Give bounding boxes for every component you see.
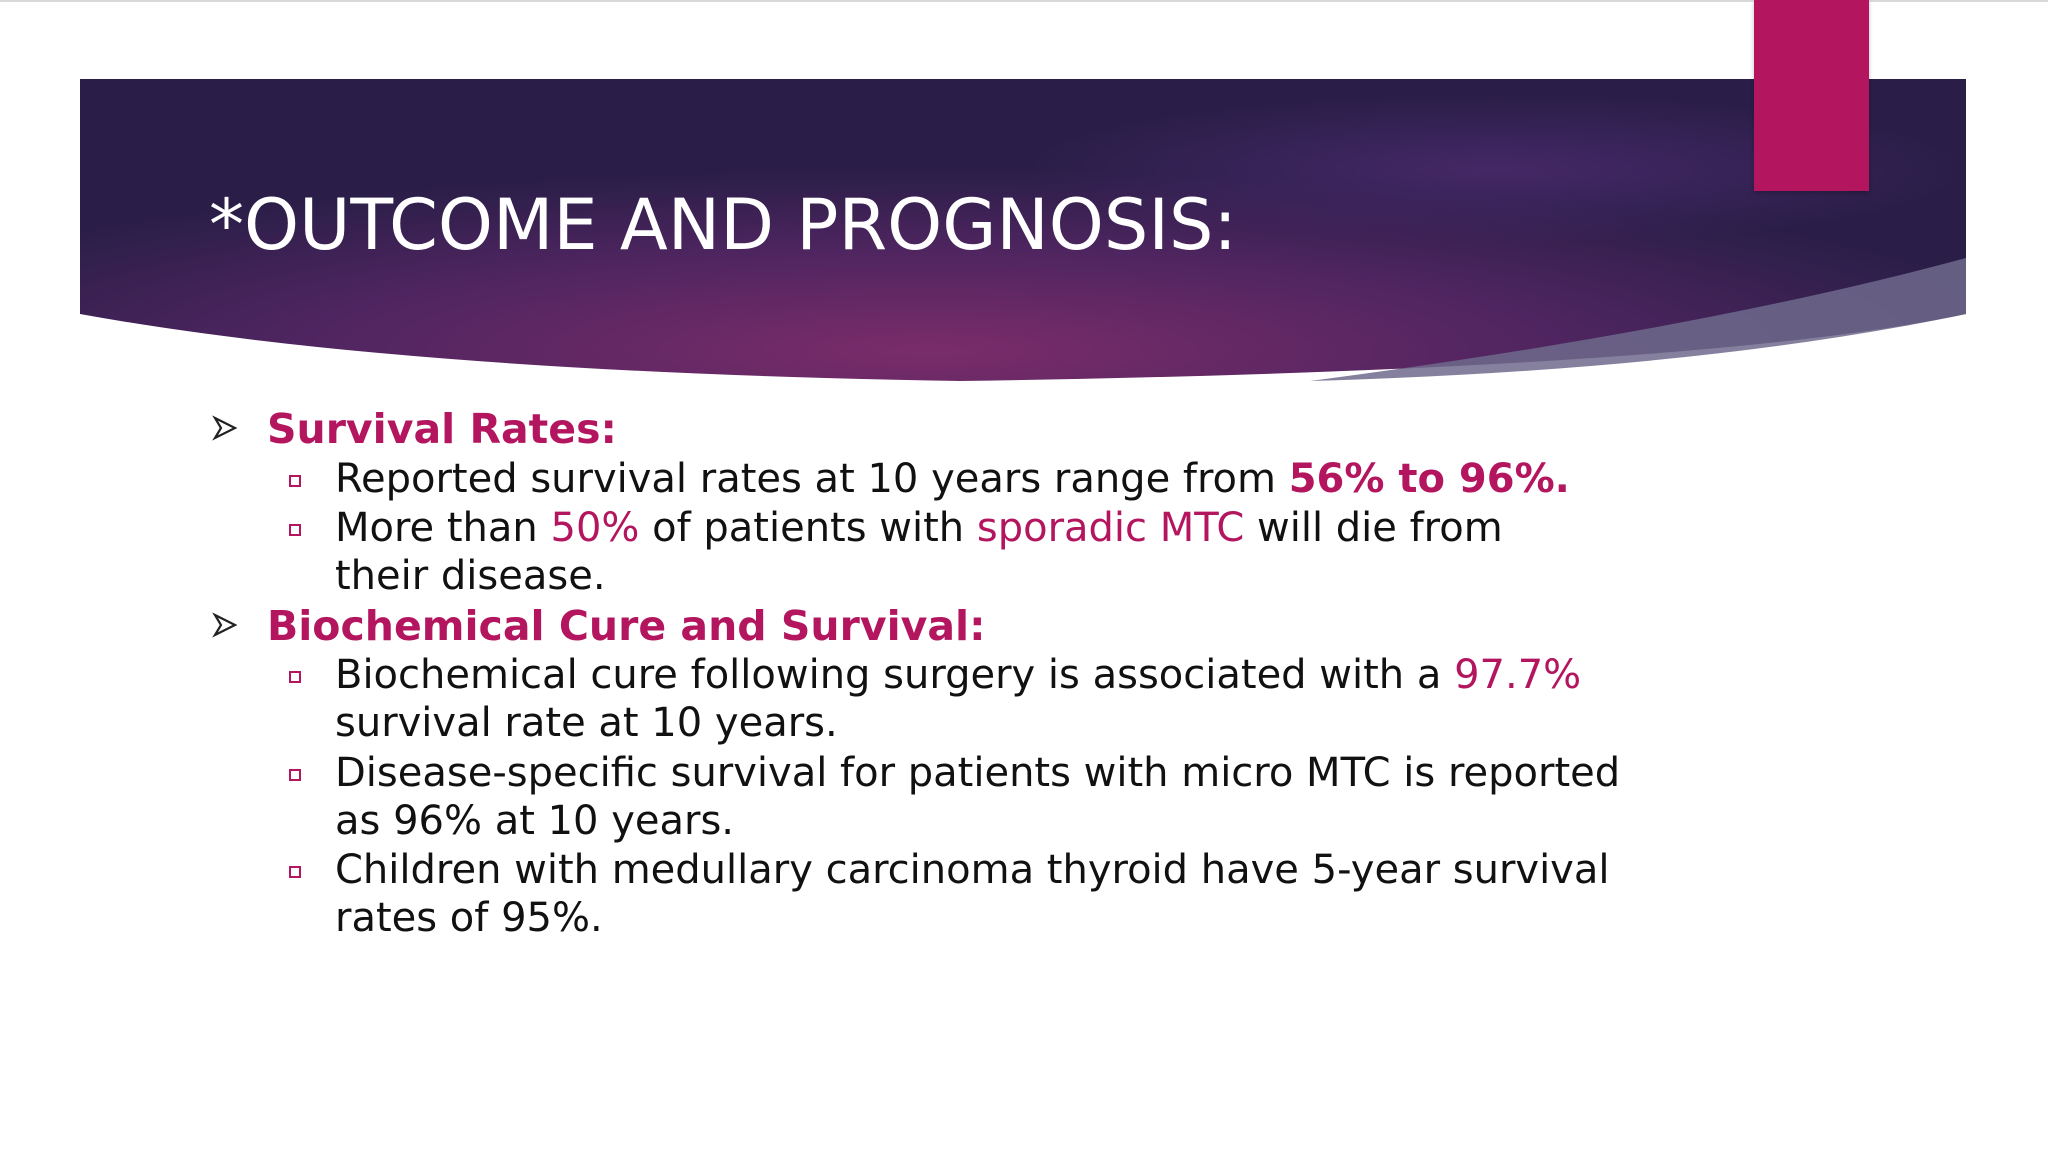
- list-item-text: Disease-specific survival for patients with micro MTC is reported: [335, 750, 1621, 796]
- square-bullet-icon: [289, 866, 301, 878]
- square-bullet-icon: [289, 524, 301, 536]
- accent-tab: [1754, 0, 1869, 191]
- list-item: [0, 749, 1700, 845]
- list-item-text: Reported survival rates at 10 years range from 56% to 96%.: [335, 456, 1570, 502]
- list-item-text: Biochemical cure following surgery is associated with a 97.7%: [335, 652, 1582, 698]
- list-item: [0, 651, 1700, 747]
- arrow-bullet-icon: [212, 612, 238, 638]
- slide-content: [0, 400, 2048, 960]
- list-item-text-continued: survival rate at 10 years.: [335, 700, 838, 746]
- list-item-text-continued: as 96% at 10 years.: [335, 798, 735, 844]
- section-heading-text: Biochemical Cure and Survival:: [267, 602, 986, 650]
- list-item: [0, 504, 1700, 600]
- section-heading-survival-rates: [0, 401, 1700, 457]
- list-item: [0, 846, 1700, 942]
- list-item-text-continued: rates of 95%.: [335, 895, 603, 941]
- section-heading-biochemical-cure: [0, 598, 1700, 654]
- slide-title: *OUTCOME AND PROGNOSIS:: [209, 184, 1237, 266]
- highlight-term: sporadic MTC: [976, 505, 1245, 551]
- highlight-percent: 50%: [550, 505, 640, 551]
- square-bullet-icon: [289, 769, 301, 781]
- list-item-text: More than 50% of patients with sporadic MTC will die from: [335, 505, 1503, 551]
- highlight-range: 56% to 96%.: [1288, 456, 1570, 502]
- arrow-bullet-icon: [212, 415, 238, 441]
- highlight-percent: 97.7%: [1454, 652, 1582, 698]
- square-bullet-icon: [289, 475, 301, 487]
- square-bullet-icon: [289, 671, 301, 683]
- list-item: [0, 455, 1700, 503]
- section-heading-text: Survival Rates:: [267, 405, 617, 453]
- list-item-text: Children with medullary carcinoma thyroid have 5-year survival: [335, 847, 1610, 893]
- list-item-text-continued: their disease.: [335, 553, 606, 599]
